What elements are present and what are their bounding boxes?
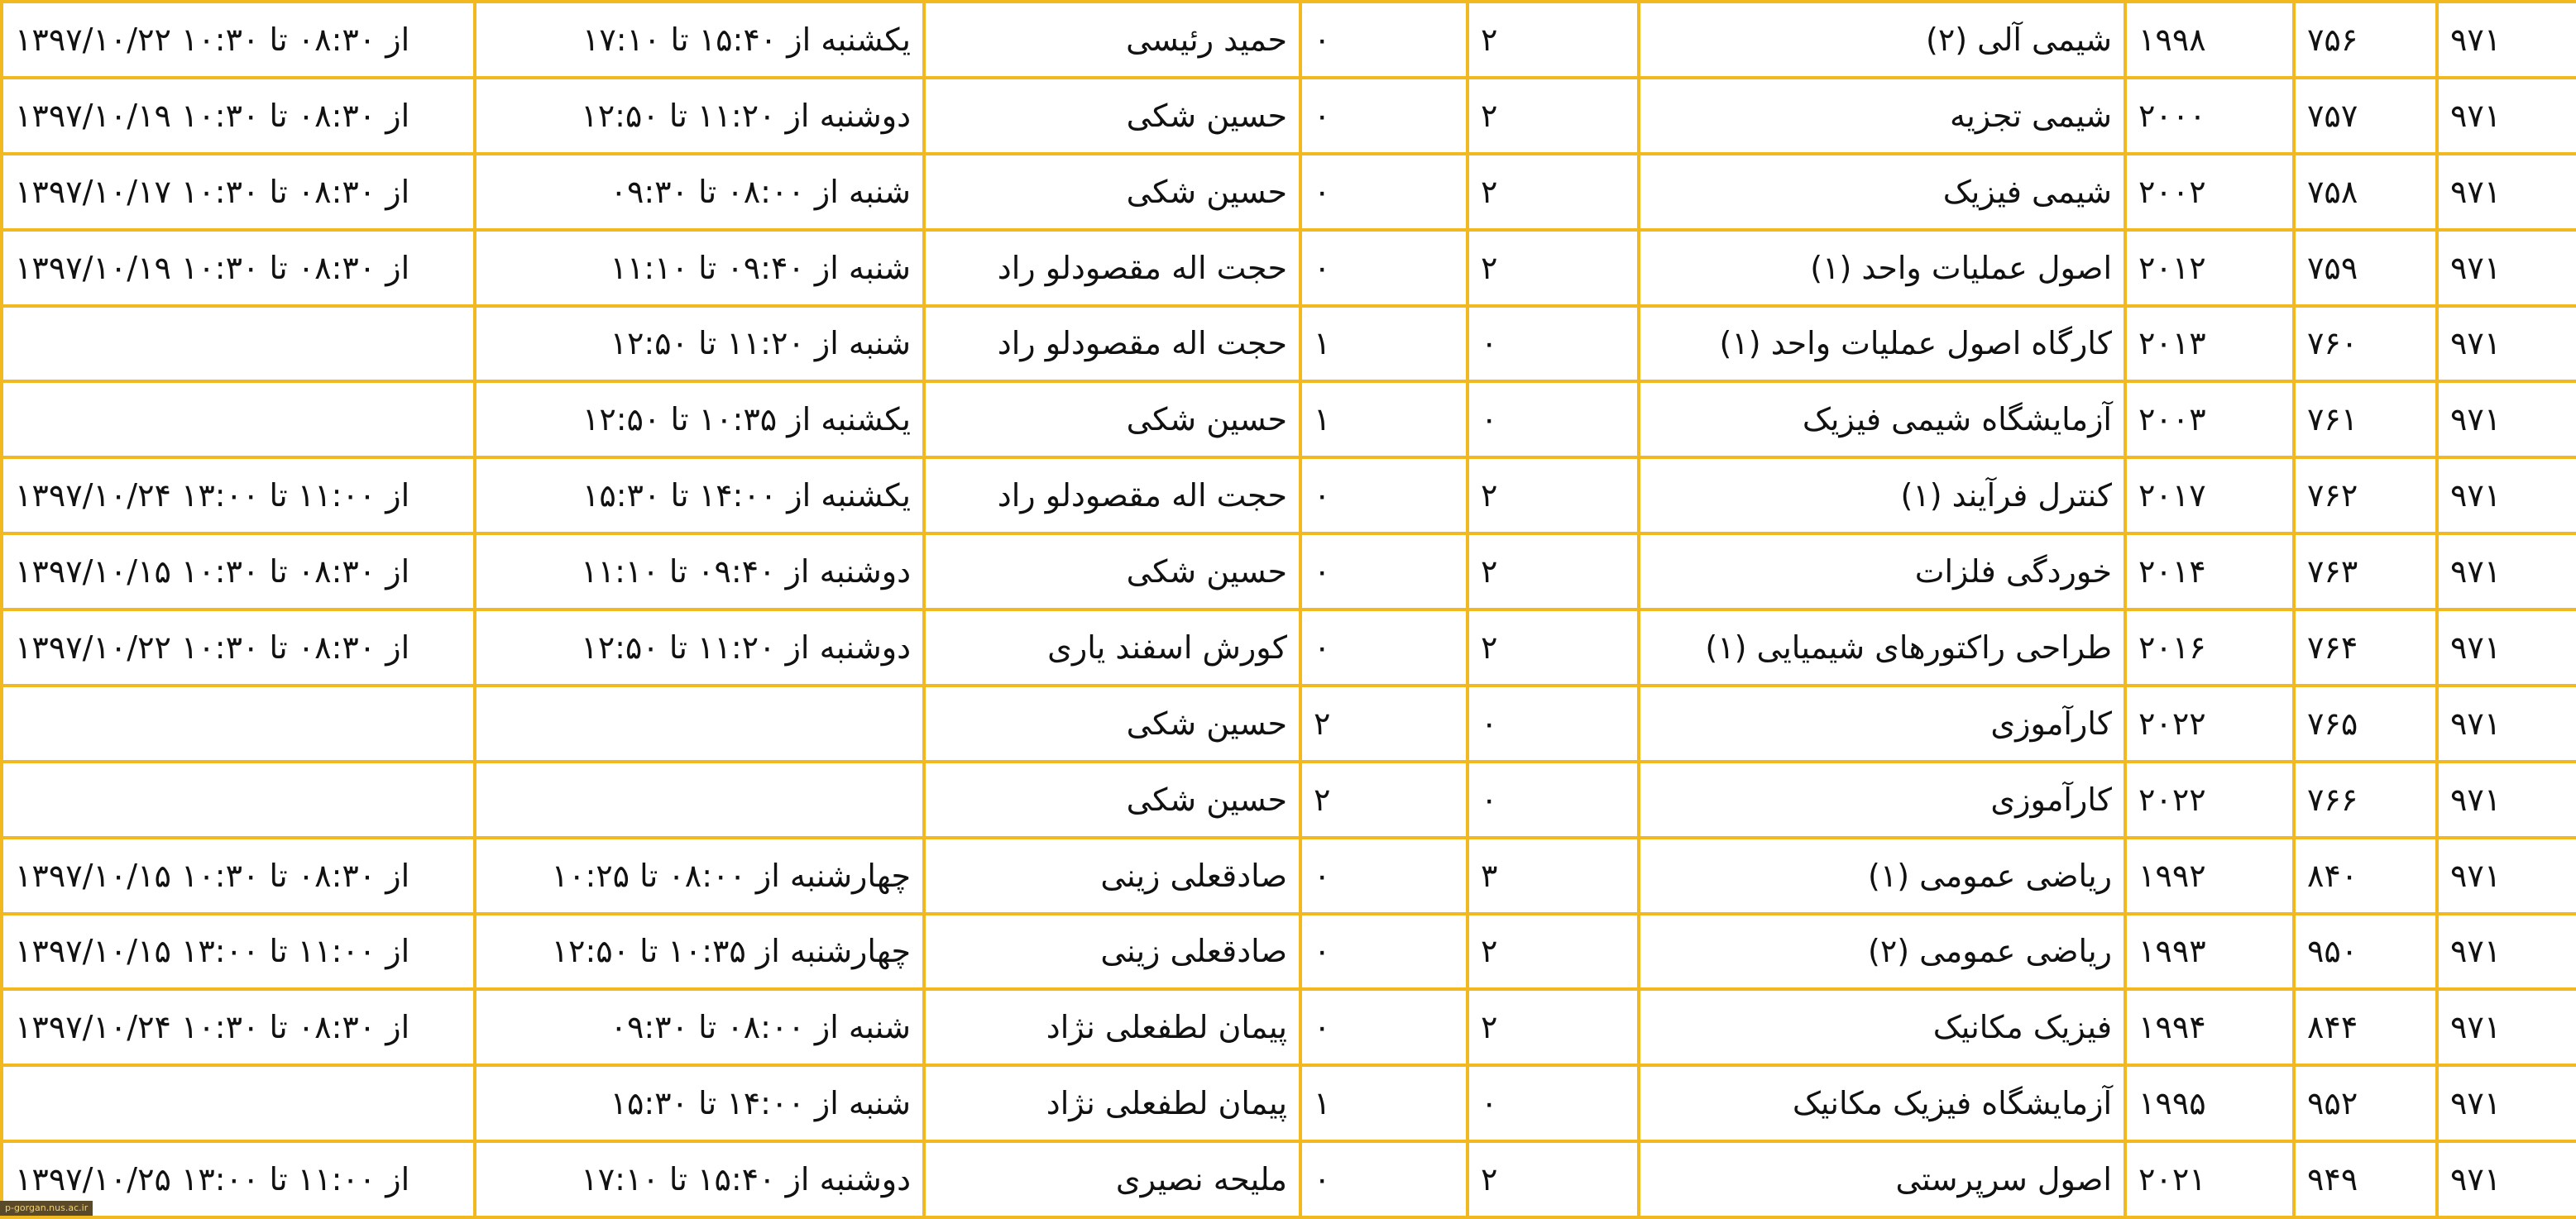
- term-cell: ۹۷۱: [2437, 762, 2576, 838]
- instructor-cell: حسین شکی: [924, 686, 1300, 762]
- course-code-cell: ۱۹۹۵: [2125, 1065, 2294, 1141]
- table-row: [2, 2, 2576, 78]
- table-row: [2, 457, 2576, 533]
- term-cell: ۹۷۱: [2437, 610, 2576, 686]
- class-time-cell: چهارشنبه از ۰۸:۰۰ تا ۱۰:۲۵: [475, 838, 924, 914]
- course-code-cell: ۲۰۰۰: [2125, 78, 2294, 154]
- term-cell: ۹۷۱: [2437, 1141, 2576, 1217]
- class-time-cell: دوشنبه از ۱۵:۴۰ تا ۱۷:۱۰: [475, 1141, 924, 1217]
- theory-units-cell: ۰: [1468, 381, 1639, 457]
- course-code-cell: ۲۰۲۱: [2125, 1141, 2294, 1217]
- instructor-cell: پیمان لطفعلی نژاد: [924, 1065, 1300, 1141]
- group-number-cell: ۷۵۶: [2294, 2, 2437, 78]
- course-title-cell: شیمی تجزیه: [1639, 78, 2125, 154]
- class-time-cell: یکشنبه از ۱۰:۳۵ تا ۱۲:۵۰: [475, 381, 924, 457]
- practical-units-cell: ۱: [1300, 1065, 1468, 1141]
- instructor-cell: ملیحه نصیری: [924, 1141, 1300, 1217]
- exam-time-cell: از ۰۸:۳۰ تا ۱۰:۳۰ ۱۳۹۷/۱۰/۲۲: [2, 2, 475, 78]
- course-code-cell: ۱۹۹۲: [2125, 838, 2294, 914]
- class-time-cell: [475, 762, 924, 838]
- table-row: [2, 610, 2576, 686]
- theory-units-cell: ۲: [1468, 457, 1639, 533]
- term-cell: ۹۷۱: [2437, 989, 2576, 1065]
- practical-units-cell: ۰: [1300, 533, 1468, 610]
- class-time-cell: دوشنبه از ۰۹:۴۰ تا ۱۱:۱۰: [475, 533, 924, 610]
- practical-units-cell: ۰: [1300, 989, 1468, 1065]
- table-row: [2, 230, 2576, 306]
- course-title-cell: کارآموزی: [1639, 762, 2125, 838]
- course-title-cell: آزمایشگاه فیزیک مکانیک: [1639, 1065, 2125, 1141]
- instructor-cell: حسین شکی: [924, 78, 1300, 154]
- instructor-cell: صادقعلی زینی: [924, 838, 1300, 914]
- theory-units-cell: ۲: [1468, 2, 1639, 78]
- instructor-cell: حجت اله مقصودلو راد: [924, 306, 1300, 382]
- course-code-cell: ۲۰۱۶: [2125, 610, 2294, 686]
- class-time-cell: دوشنبه از ۱۱:۲۰ تا ۱۲:۵۰: [475, 610, 924, 686]
- course-code-cell: ۲۰۰۳: [2125, 381, 2294, 457]
- theory-units-cell: ۲: [1468, 914, 1639, 990]
- course-title-cell: کارآموزی: [1639, 686, 2125, 762]
- table-row: [2, 989, 2576, 1065]
- table-row: [2, 533, 2576, 610]
- course-title-cell: کنترل فرآیند (۱): [1639, 457, 2125, 533]
- theory-units-cell: ۰: [1468, 762, 1639, 838]
- site-watermark: p-gorgan.nus.ac.ir: [0, 1201, 93, 1216]
- theory-units-cell: ۲: [1468, 533, 1639, 610]
- class-time-cell: یکشنبه از ۱۵:۴۰ تا ۱۷:۱۰: [475, 2, 924, 78]
- theory-units-cell: ۳: [1468, 838, 1639, 914]
- table-row: [2, 381, 2576, 457]
- practical-units-cell: ۰: [1300, 914, 1468, 990]
- class-time-cell: دوشنبه از ۱۱:۲۰ تا ۱۲:۵۰: [475, 78, 924, 154]
- exam-time-cell: [2, 762, 475, 838]
- instructor-cell: کورش اسفند یاری: [924, 610, 1300, 686]
- class-time-cell: شنبه از ۱۴:۰۰ تا ۱۵:۳۰: [475, 1065, 924, 1141]
- class-time-cell: شنبه از ۰۹:۴۰ تا ۱۱:۱۰: [475, 230, 924, 306]
- theory-units-cell: ۲: [1468, 610, 1639, 686]
- theory-units-cell: ۰: [1468, 686, 1639, 762]
- group-number-cell: ۷۵۸: [2294, 154, 2437, 230]
- group-number-cell: ۷۶۱: [2294, 381, 2437, 457]
- table-row: [2, 1065, 2576, 1141]
- course-code-cell: ۲۰۱۳: [2125, 306, 2294, 382]
- exam-time-cell: از ۰۸:۳۰ تا ۱۰:۳۰ ۱۳۹۷/۱۰/۱۵: [2, 533, 475, 610]
- table-row: [2, 838, 2576, 914]
- exam-time-cell: از ۰۸:۳۰ تا ۱۰:۳۰ ۱۳۹۷/۱۰/۱۵: [2, 838, 475, 914]
- instructor-cell: حسین شکی: [924, 533, 1300, 610]
- practical-units-cell: ۱: [1300, 306, 1468, 382]
- instructor-cell: حسین شکی: [924, 381, 1300, 457]
- exam-time-cell: [2, 306, 475, 382]
- group-number-cell: ۷۶۳: [2294, 533, 2437, 610]
- table-row: [2, 686, 2576, 762]
- term-cell: ۹۷۱: [2437, 914, 2576, 990]
- theory-units-cell: ۲: [1468, 230, 1639, 306]
- class-time-cell: یکشنبه از ۱۴:۰۰ تا ۱۵:۳۰: [475, 457, 924, 533]
- group-number-cell: ۷۶۰: [2294, 306, 2437, 382]
- course-code-cell: ۲۰۱۷: [2125, 457, 2294, 533]
- course-title-cell: شیمی آلی (۲): [1639, 2, 2125, 78]
- practical-units-cell: ۲: [1300, 762, 1468, 838]
- practical-units-cell: ۰: [1300, 457, 1468, 533]
- exam-time-cell: از ۰۸:۳۰ تا ۱۰:۳۰ ۱۳۹۷/۱۰/۱۹: [2, 230, 475, 306]
- exam-time-cell: [2, 686, 475, 762]
- practical-units-cell: ۰: [1300, 2, 1468, 78]
- class-time-cell: چهارشنبه از ۱۰:۳۵ تا ۱۲:۵۰: [475, 914, 924, 990]
- schedule-body: [2, 2, 2576, 1217]
- theory-units-cell: ۲: [1468, 1141, 1639, 1217]
- course-code-cell: ۲۰۲۲: [2125, 686, 2294, 762]
- term-cell: ۹۷۱: [2437, 381, 2576, 457]
- term-cell: ۹۷۱: [2437, 154, 2576, 230]
- course-title-cell: اصول سرپرستی: [1639, 1141, 2125, 1217]
- theory-units-cell: ۲: [1468, 154, 1639, 230]
- group-number-cell: ۸۴۴: [2294, 989, 2437, 1065]
- table-row: [2, 762, 2576, 838]
- table-row: [2, 154, 2576, 230]
- practical-units-cell: ۰: [1300, 610, 1468, 686]
- course-title-cell: اصول عملیات واحد (۱): [1639, 230, 2125, 306]
- term-cell: ۹۷۱: [2437, 533, 2576, 610]
- term-cell: ۹۷۱: [2437, 686, 2576, 762]
- group-number-cell: ۷۵۹: [2294, 230, 2437, 306]
- instructor-cell: پیمان لطفعلی نژاد: [924, 989, 1300, 1065]
- course-title-cell: ریاضی عمومی (۱): [1639, 838, 2125, 914]
- exam-time-cell: [2, 381, 475, 457]
- class-time-cell: [475, 686, 924, 762]
- instructor-cell: حمید رئیسی: [924, 2, 1300, 78]
- theory-units-cell: ۰: [1468, 306, 1639, 382]
- term-cell: ۹۷۱: [2437, 457, 2576, 533]
- practical-units-cell: ۰: [1300, 230, 1468, 306]
- exam-time-cell: از ۰۸:۳۰ تا ۱۰:۳۰ ۱۳۹۷/۱۰/۱۹: [2, 78, 475, 154]
- term-cell: ۹۷۱: [2437, 78, 2576, 154]
- course-code-cell: ۲۰۱۴: [2125, 533, 2294, 610]
- exam-time-cell: از ۰۸:۳۰ تا ۱۰:۳۰ ۱۳۹۷/۱۰/۲۲: [2, 610, 475, 686]
- table-row: [2, 306, 2576, 382]
- theory-units-cell: ۲: [1468, 989, 1639, 1065]
- term-cell: ۹۷۱: [2437, 1065, 2576, 1141]
- group-number-cell: ۷۶۴: [2294, 610, 2437, 686]
- exam-time-cell: از ۰۸:۳۰ تا ۱۰:۳۰ ۱۳۹۷/۱۰/۲۴: [2, 989, 475, 1065]
- course-title-cell: فیزیک مکانیک: [1639, 989, 2125, 1065]
- term-cell: ۹۷۱: [2437, 230, 2576, 306]
- group-number-cell: ۹۵۰: [2294, 914, 2437, 990]
- theory-units-cell: ۲: [1468, 78, 1639, 154]
- table-row: [2, 914, 2576, 990]
- group-number-cell: ۹۴۹: [2294, 1141, 2437, 1217]
- instructor-cell: صادقعلی زینی: [924, 914, 1300, 990]
- instructor-cell: حسین شکی: [924, 762, 1300, 838]
- group-number-cell: ۷۶۲: [2294, 457, 2437, 533]
- group-number-cell: ۹۵۲: [2294, 1065, 2437, 1141]
- exam-time-cell: [2, 1065, 475, 1141]
- group-number-cell: ۷۶۵: [2294, 686, 2437, 762]
- instructor-cell: حجت اله مقصودلو راد: [924, 230, 1300, 306]
- practical-units-cell: ۰: [1300, 78, 1468, 154]
- table-row: [2, 1141, 2576, 1217]
- course-title-cell: کارگاه اصول عملیات واحد (۱): [1639, 306, 2125, 382]
- course-code-cell: ۱۹۹۸: [2125, 2, 2294, 78]
- course-code-cell: ۲۰۲۲: [2125, 762, 2294, 838]
- practical-units-cell: ۰: [1300, 838, 1468, 914]
- group-number-cell: ۸۴۰: [2294, 838, 2437, 914]
- term-cell: ۹۷۱: [2437, 838, 2576, 914]
- exam-time-cell: از ۰۸:۳۰ تا ۱۰:۳۰ ۱۳۹۷/۱۰/۱۷: [2, 154, 475, 230]
- course-title-cell: آزمایشگاه شیمی فیزیک: [1639, 381, 2125, 457]
- class-time-cell: شنبه از ۱۱:۲۰ تا ۱۲:۵۰: [475, 306, 924, 382]
- course-code-cell: ۲۰۰۲: [2125, 154, 2294, 230]
- term-cell: ۹۷۱: [2437, 2, 2576, 78]
- course-title-cell: ریاضی عمومی (۲): [1639, 914, 2125, 990]
- class-time-cell: شنبه از ۰۸:۰۰ تا ۰۹:۳۰: [475, 154, 924, 230]
- class-time-cell: شنبه از ۰۸:۰۰ تا ۰۹:۳۰: [475, 989, 924, 1065]
- group-number-cell: ۷۵۷: [2294, 78, 2437, 154]
- practical-units-cell: ۰: [1300, 1141, 1468, 1217]
- practical-units-cell: ۱: [1300, 381, 1468, 457]
- table-row: [2, 78, 2576, 154]
- course-code-cell: ۱۹۹۴: [2125, 989, 2294, 1065]
- theory-units-cell: ۰: [1468, 1065, 1639, 1141]
- course-code-cell: ۲۰۱۲: [2125, 230, 2294, 306]
- term-cell: ۹۷۱: [2437, 306, 2576, 382]
- practical-units-cell: ۲: [1300, 686, 1468, 762]
- group-number-cell: ۷۶۶: [2294, 762, 2437, 838]
- instructor-cell: حجت اله مقصودلو راد: [924, 457, 1300, 533]
- practical-units-cell: ۰: [1300, 154, 1468, 230]
- course-title-cell: طراحی راکتورهای شیمیایی (۱): [1639, 610, 2125, 686]
- exam-time-cell: از ۱۱:۰۰ تا ۱۳:۰۰ ۱۳۹۷/۱۰/۲۴: [2, 457, 475, 533]
- exam-time-cell: از ۱۱:۰۰ تا ۱۳:۰۰ ۱۳۹۷/۱۰/۲۵: [2, 1141, 475, 1217]
- course-title-cell: خوردگی فلزات: [1639, 533, 2125, 610]
- instructor-cell: حسین شکی: [924, 154, 1300, 230]
- course-code-cell: ۱۹۹۳: [2125, 914, 2294, 990]
- course-title-cell: شیمی فیزیک: [1639, 154, 2125, 230]
- exam-time-cell: از ۱۱:۰۰ تا ۱۳:۰۰ ۱۳۹۷/۱۰/۱۵: [2, 914, 475, 990]
